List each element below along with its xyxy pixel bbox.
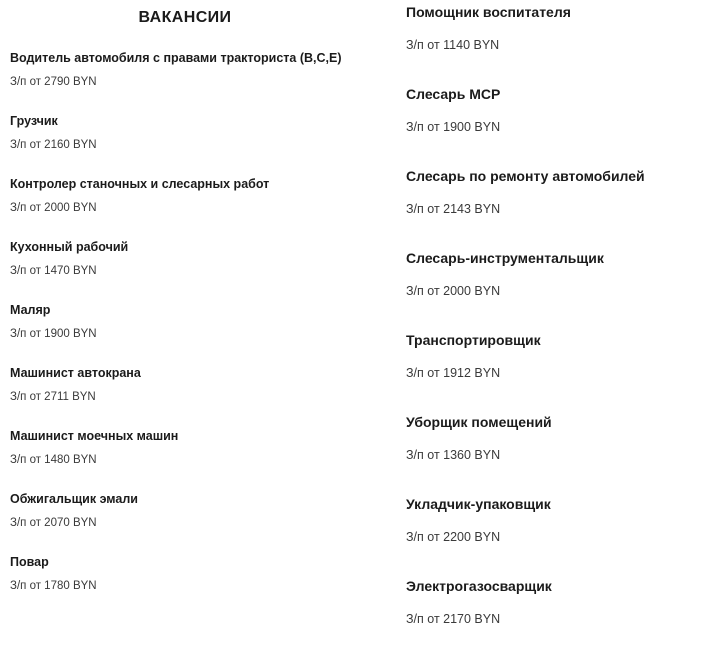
vacancy-item[interactable]	[10, 365, 388, 404]
vacancy-item[interactable]	[406, 577, 702, 627]
vacancy-item[interactable]	[10, 176, 388, 215]
vacancy-item[interactable]	[406, 495, 702, 545]
vacancy-title: Контролер станочных и слесарных работ	[10, 177, 270, 191]
vacancy-item[interactable]	[406, 3, 702, 53]
vacancy-item[interactable]	[10, 113, 388, 152]
vacancy-title: Обжигальщик эмали	[10, 492, 138, 506]
vacancy-list-right	[406, 3, 702, 627]
vacancy-salary: З/п от 1912 BYN	[406, 366, 501, 380]
vacancy-item[interactable]	[10, 302, 388, 341]
vacancy-title: Слесарь МСР	[406, 86, 501, 102]
vacancy-item[interactable]	[406, 331, 702, 381]
vacancy-salary: З/п от 2070 BYN	[10, 517, 97, 529]
vacancy-title: Транспортировщик	[406, 332, 541, 348]
vacancy-title: Машинист автокрана	[10, 366, 141, 380]
vacancy-item[interactable]	[406, 249, 702, 299]
vacancy-salary: З/п от 2170 BYN	[406, 612, 501, 626]
vacancy-salary: З/п от 2711 BYN	[10, 391, 96, 403]
vacancy-salary: З/п от 1900 BYN	[10, 328, 97, 340]
vacancy-item[interactable]	[10, 428, 388, 467]
vacancy-item[interactable]	[406, 167, 702, 217]
vacancy-item[interactable]	[10, 239, 388, 278]
vacancies-right-column	[400, 0, 708, 650]
vacancy-item[interactable]	[406, 85, 702, 135]
vacancy-salary: З/п от 1780 BYN	[10, 580, 97, 592]
vacancy-list-left	[10, 50, 388, 593]
vacancy-salary: З/п от 2000 BYN	[406, 284, 501, 298]
vacancy-title: Укладчик-упаковщик	[406, 496, 551, 512]
vacancy-salary: З/п от 2160 BYN	[10, 139, 97, 151]
vacancy-title: Маляр	[10, 303, 51, 317]
vacancy-salary: З/п от 1480 BYN	[10, 454, 97, 466]
vacancy-title: Машинист моечных машин	[10, 429, 179, 443]
vacancy-salary: З/п от 1360 BYN	[406, 448, 501, 462]
vacancy-title: Слесарь-инструментальщик	[406, 250, 604, 266]
vacancy-salary: З/п от 2143 BYN	[406, 202, 501, 216]
vacancy-salary: З/п от 2790 BYN	[10, 76, 97, 88]
vacancy-item[interactable]	[406, 413, 702, 463]
vacancy-title: Слесарь по ремонту автомобилей	[406, 168, 645, 184]
vacancy-title: Электрогазосварщик	[406, 578, 552, 594]
vacancy-title: Повар	[10, 555, 49, 569]
vacancy-salary: З/п от 2200 BYN	[406, 530, 501, 544]
vacancy-title: Водитель автомобиля с правами тракториста (B,C,E)	[10, 51, 342, 65]
vacancy-item[interactable]	[10, 554, 388, 593]
vacancy-salary: З/п от 2000 BYN	[10, 202, 97, 214]
vacancy-salary: З/п от 1900 BYN	[406, 120, 501, 134]
vacancy-title: Кухонный рабочий	[10, 240, 129, 254]
vacancy-salary: З/п от 1470 BYN	[10, 265, 97, 277]
vacancy-salary: З/п от 1140 BYN	[406, 38, 500, 52]
vacancy-item[interactable]	[10, 50, 388, 89]
page-title: ВАКАНСИИ	[138, 9, 232, 26]
vacancy-title: Помощник воспитателя	[406, 4, 571, 20]
vacancy-title: Грузчик	[10, 114, 58, 128]
vacancy-item[interactable]	[10, 491, 388, 530]
vacancy-title: Уборщик помещений	[406, 414, 552, 430]
